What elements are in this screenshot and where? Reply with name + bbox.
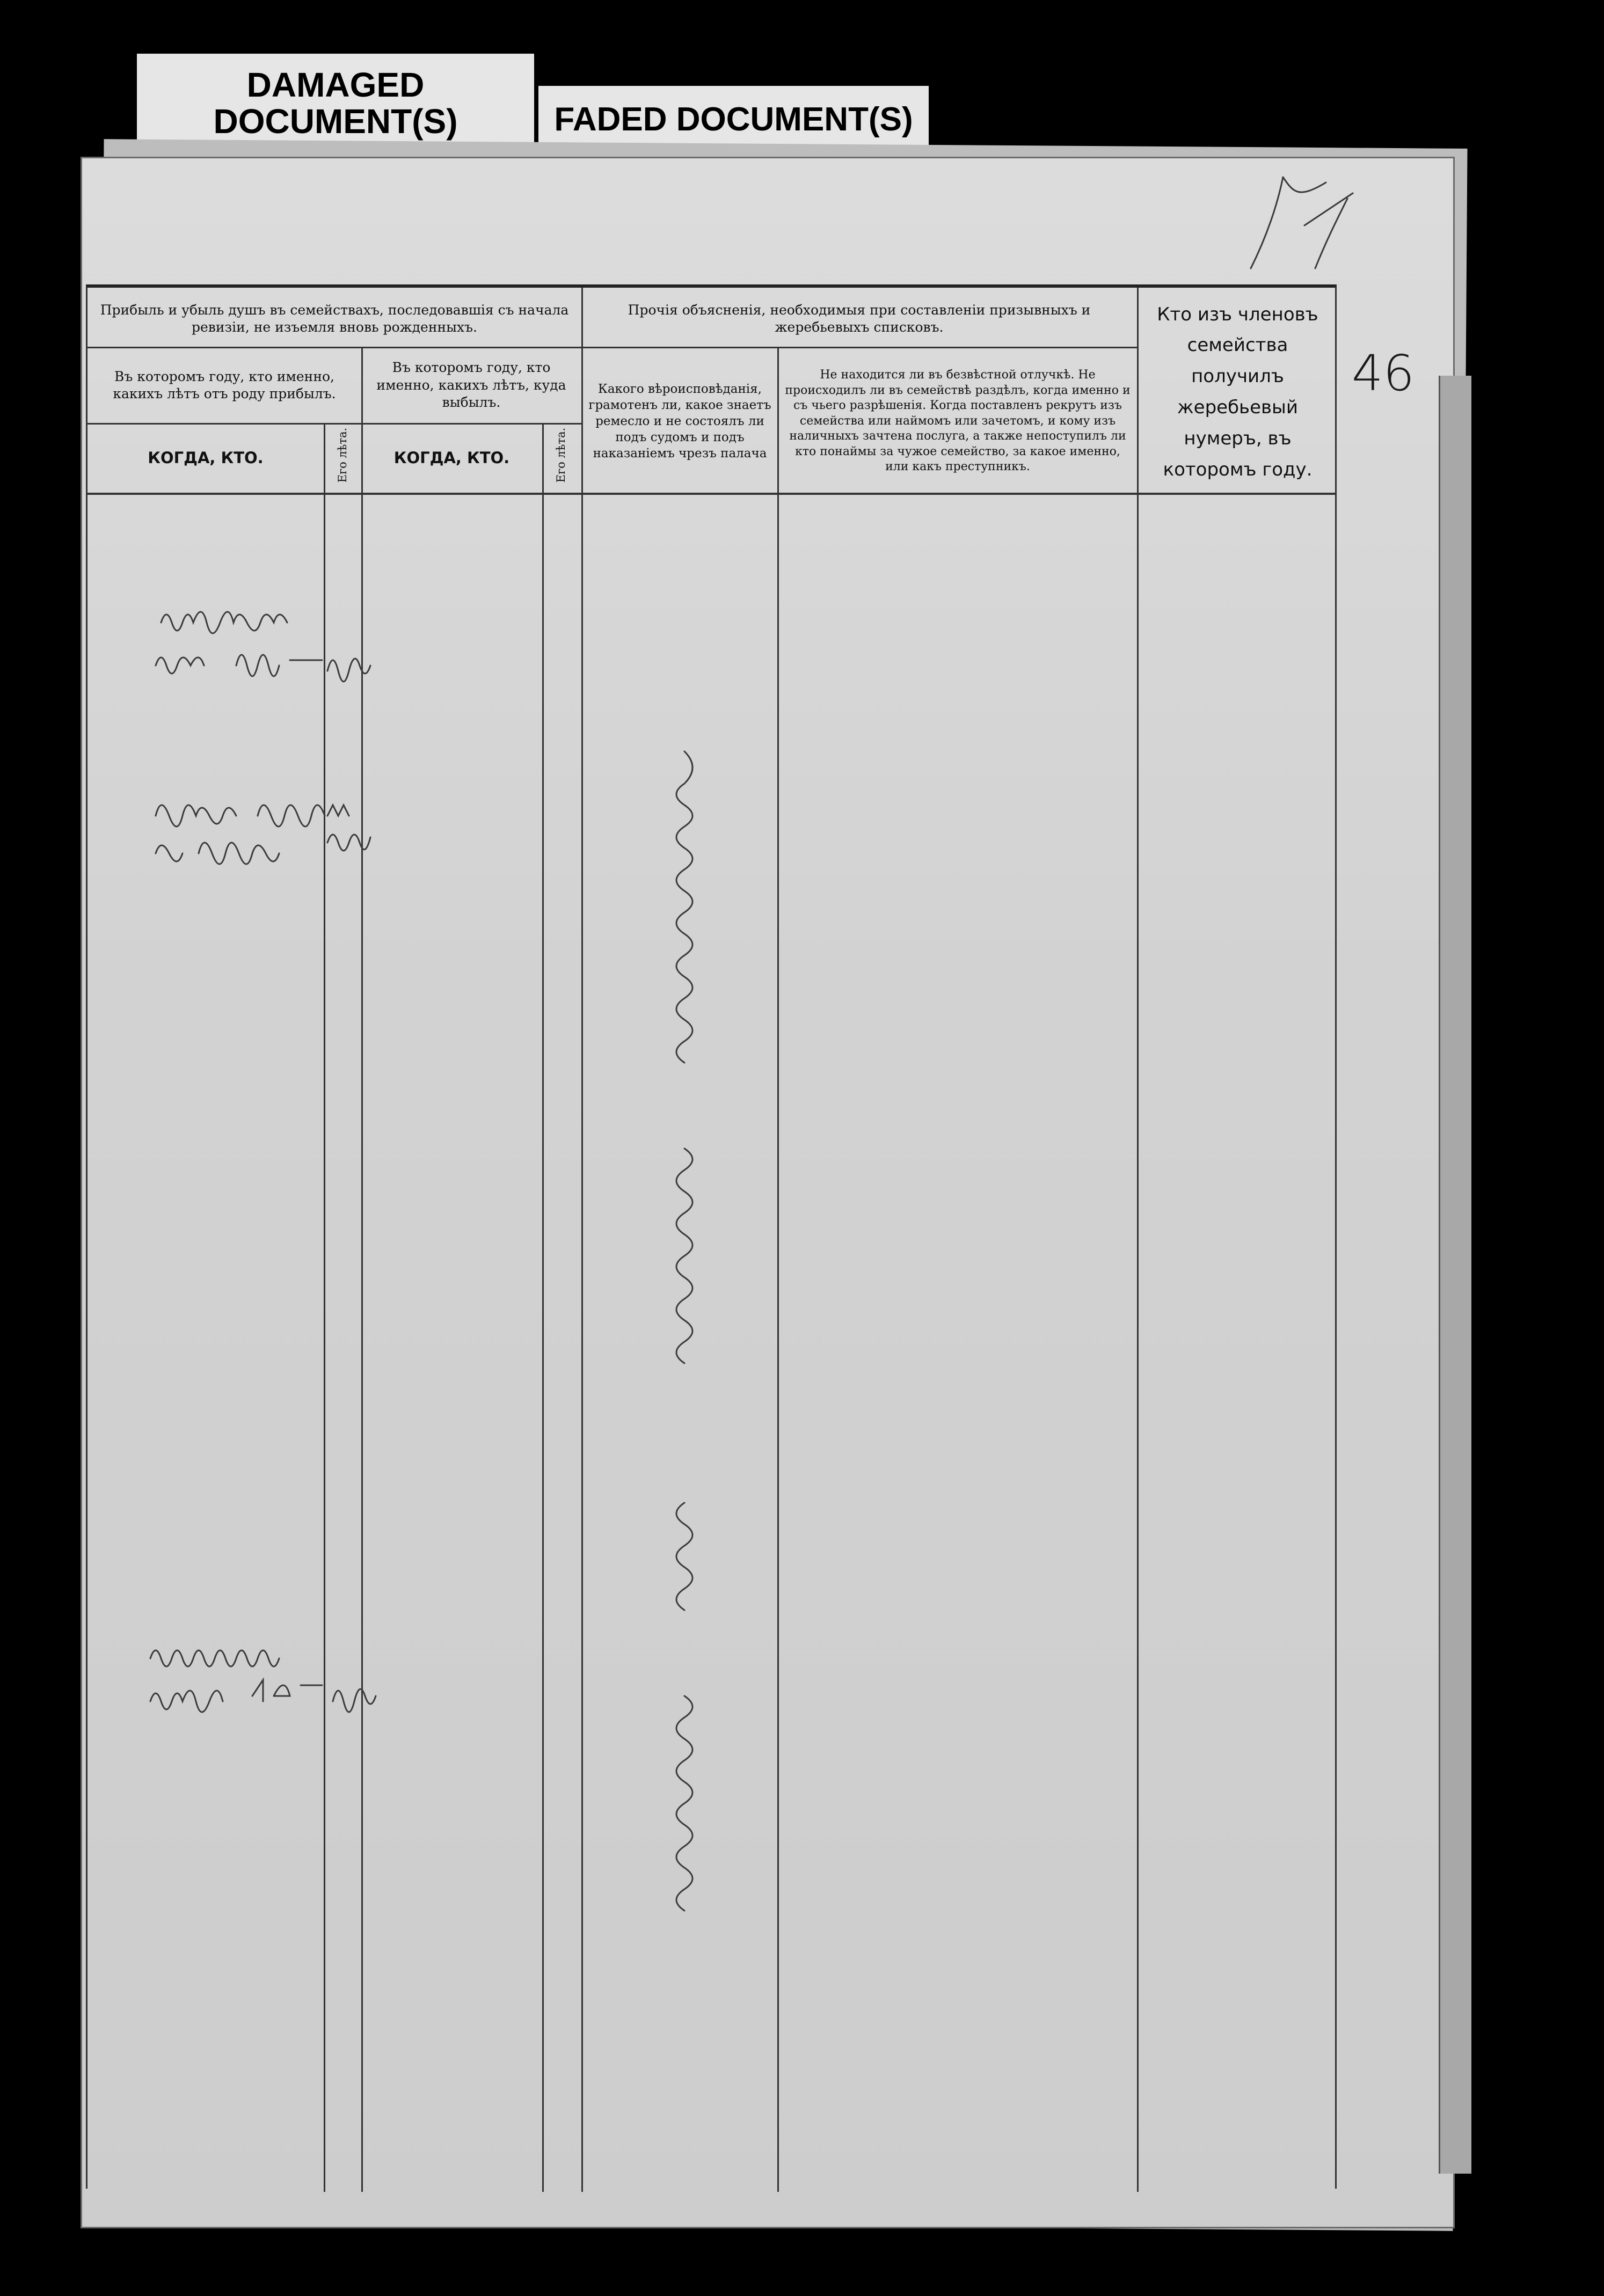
header-age-departed: Его лѣта. bbox=[555, 427, 567, 483]
page-number: 46 bbox=[1352, 345, 1415, 402]
header-religion-literacy: Какого вѣроисповѣданiя, грамотенъ ли, какое знаетъ ремесло и не состоялъ ли подъ судомъ и подъ наказанiемъ чрезъ палача bbox=[588, 382, 771, 460]
handwritten-entry-2 bbox=[150, 784, 408, 880]
header-arrivals-departures: Прибыль и убыль душъ въ семействахъ, последовавшiя съ начала ревизiи, не изъемля вновь рожденныхъ. bbox=[100, 302, 569, 335]
header-lot-number: Кто изъ членовъ семейства получилъ жеребьевый нумеръ, въ которомъ году. bbox=[1157, 303, 1318, 480]
handwritten-vertical-note bbox=[641, 730, 722, 1921]
header-when-who-departed: КОГДА, КТО. bbox=[393, 449, 510, 467]
folio-number-mark bbox=[1219, 161, 1358, 284]
header-when-who-arrived: КОГДА, КТО. bbox=[148, 449, 264, 467]
header-other-explanations: Прочiя объясненiя, необходимыя при составленiи призывныхъ и жеребьевыхъ списковъ. bbox=[628, 302, 1091, 335]
handwritten-entry-3 bbox=[145, 1621, 413, 1723]
header-absence-division: Не находится ли въ безвѣстной отлучкѣ. Не происходилъ ли въ семействѣ раздѣлъ, когда именно и съ чьего разрѣшенiя. Когда поставленъ рекрутъ изъ семейства или наймомъ или зачетомъ, и кому изъ наличныхъ зачтена послуга, а также непоступилъ ли кто понаймы за чужое семейство, за какое именно, или какъ преступникъ. bbox=[785, 368, 1131, 474]
archive-tag-damaged: DAMAGED DOCUMENT(S) bbox=[137, 54, 534, 153]
handwritten-entry-1 bbox=[145, 590, 403, 687]
header-departed: Въ которомъ году, кто именно, какихъ лѣтъ, куда выбылъ. bbox=[376, 360, 566, 411]
sheet-right-edge bbox=[1439, 376, 1471, 2174]
header-age-arrived: Его лѣта. bbox=[336, 427, 349, 483]
archive-tag-faded: FADED DOCUMENT(S) bbox=[538, 86, 929, 153]
header-arrived: Въ которомъ году, кто именно, какихъ лѣтъ отъ роду прибылъ. bbox=[113, 368, 336, 401]
